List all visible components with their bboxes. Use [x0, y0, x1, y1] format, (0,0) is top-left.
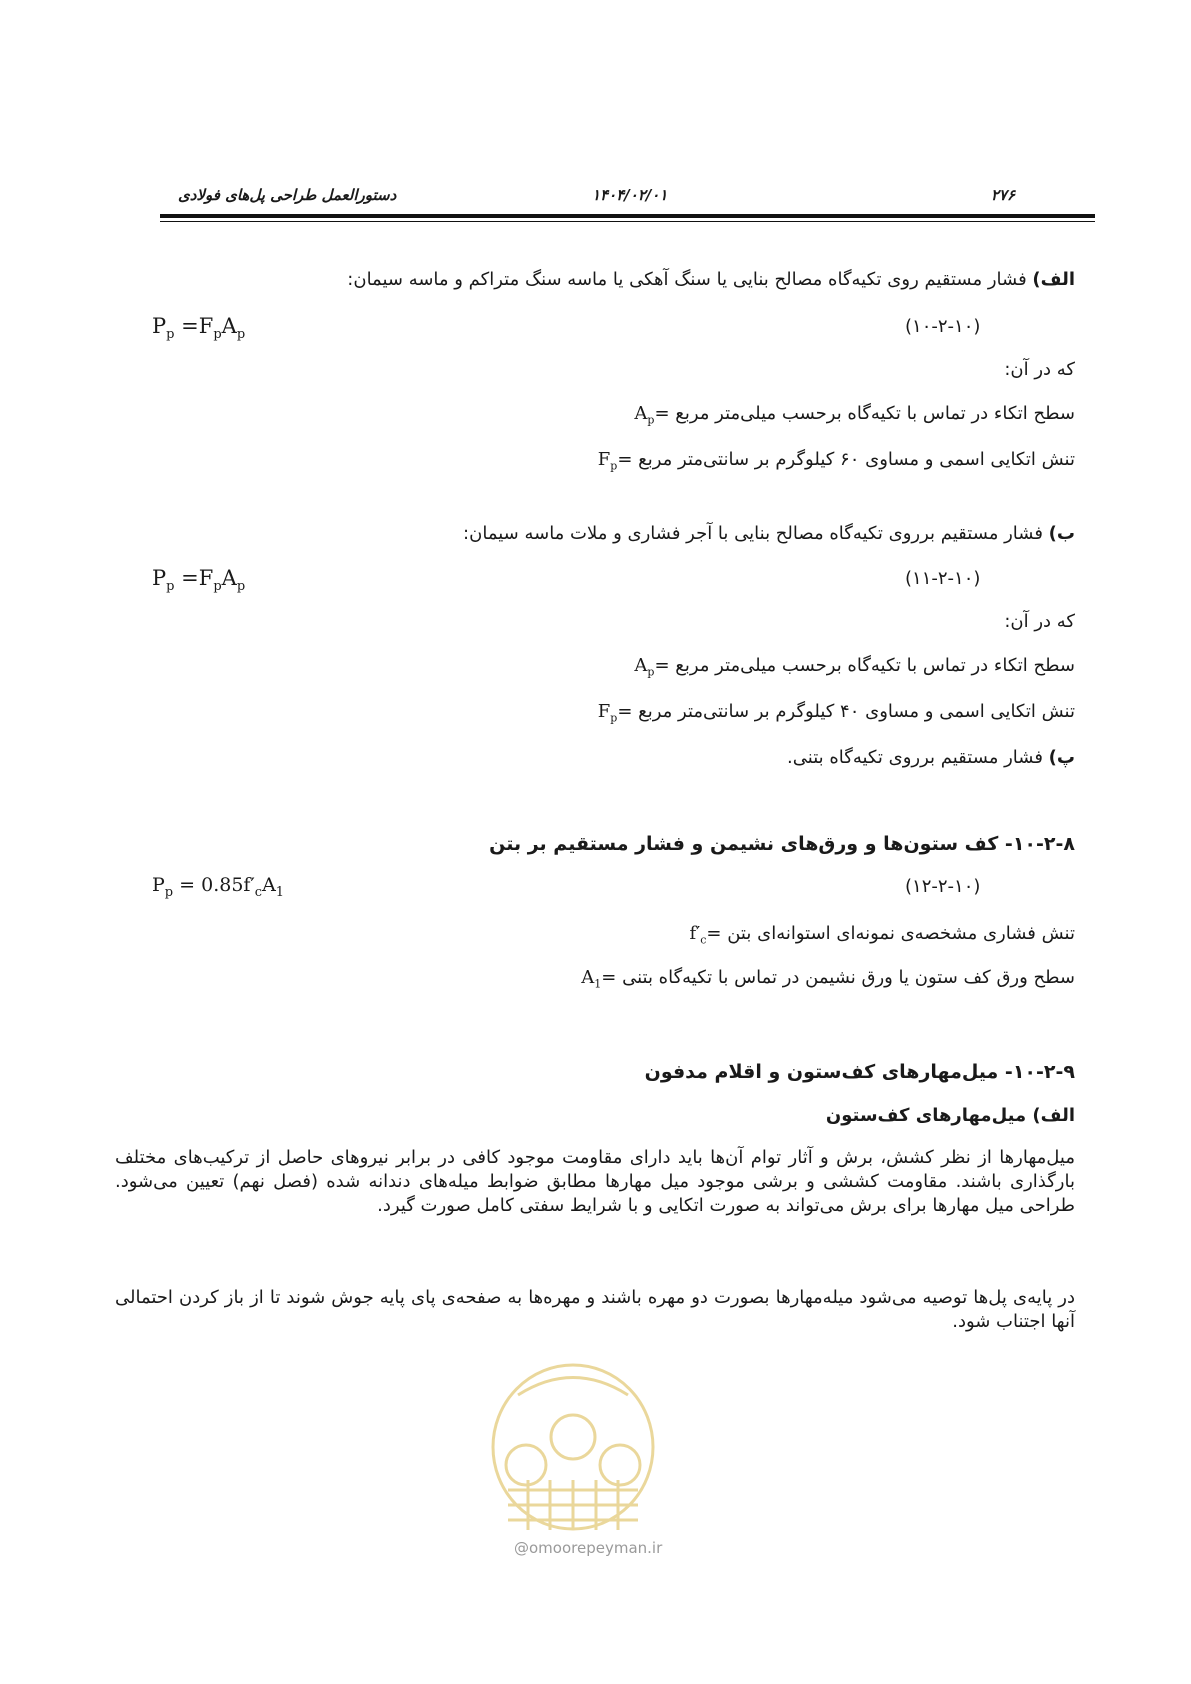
section-heading-10-2-9: ۱۰-۲-۹- میل‌مهارهای کف‌ستون و اقلام مدفون — [644, 1061, 1075, 1083]
definition-fc-text: = تنش فشاری مشخصه‌ی نمونه‌ای استوانه‌ای بتن — [706, 923, 1075, 944]
section-be-line — [463, 522, 1075, 546]
equation-10-2-12: $P_p = 0.85f'_cA_1$ — [152, 874, 285, 900]
where-text: که در آن: — [1004, 611, 1075, 632]
definition-fc — [690, 922, 1076, 953]
definition-fp-text: = تنش اتکایی اسمی و مساوی ۴۰ کیلوگرم بر سانتی‌متر مربع — [617, 701, 1075, 722]
definition-ap — [634, 654, 1075, 685]
section-pe-label: پ) — [1048, 747, 1075, 768]
definition-ap-text: = سطح اتکاء در تماس با تکیه‌گاه برحسب میلی‌متر مربع — [654, 403, 1075, 424]
equation-number: (۱۱-۲-۱۰) — [905, 568, 981, 589]
definition-a1-text: = سطح ورق کف ستون یا ورق نشیمن در تماس با تکیه‌گاه بتنی — [601, 967, 1075, 988]
definition-ap-text: = سطح اتکاء در تماس با تکیه‌گاه برحسب میلی‌متر مربع — [654, 655, 1075, 676]
watermark-logo — [478, 1355, 668, 1539]
definition-fp — [598, 448, 1075, 479]
definition-ap — [634, 402, 1075, 433]
section-be-label: ب) — [1048, 523, 1075, 544]
paragraph-anchor-bolts-2: در پایه‌ی پل‌ها توصیه می‌شود میله‌مهارها بصورت دو مهره باشند و مهره‌ها به صفحه‌ی پای پایه جوش شوند تا از باز کردن احتمالی آنها اجتناب شود. — [115, 1287, 1075, 1332]
where-text: که در آن: — [1004, 359, 1075, 380]
definition-a1 — [581, 966, 1075, 997]
section-be-text: فشار مستقیم برروی تکیه‌گاه مصالح بنایی با آجر فشاری و ملات ماسه سیمان: — [463, 523, 1049, 544]
equation-10-2-10: $P_p =F_pA_p$ — [152, 314, 246, 343]
symbol-ap: $A_p$ — [634, 403, 655, 427]
section-heading-10-2-8: ۱۰-۲-۸- کف ستون‌ها و ورق‌های نشیمن و فشار مستقیم بر بتن — [489, 833, 1075, 855]
section-pe-text: فشار مستقیم برروی تکیه‌گاه بتنی. — [787, 747, 1049, 768]
symbol-a1: $A_1$ — [581, 967, 602, 991]
section-pe-line — [787, 746, 1075, 770]
equation-number: (۱۰-۲-۱۰) — [905, 316, 981, 337]
document-title: دستورالعمل طراحی پل‌های فولادی — [178, 186, 397, 204]
section-alef-text: فشار مستقیم روی تکیه‌گاه مصالح بنایی یا سنگ آهکی یا ماسه سنگ متراکم و ماسه سیمان: — [347, 269, 1033, 290]
paragraph-anchor-bolts-1: میل‌مهارها از نظر کشش، برش و آثار توام آن‌ها باید دارای مقاومت موجود کافی در برابر نیروهای حاصل از ترکیب‌های مختلف بارگذاری باشند. مقاومت کششی و برشی موجود میل مهارها مطابق ضوابط میله‌های دندانه شده (فصل نهم) تعیین می‌شود. طراحی میل مهارها برای برش می‌تواند به صورت اتکایی و با شرایط سفتی کامل صورت گیرد. — [115, 1147, 1075, 1216]
symbol-ap: $A_p$ — [634, 655, 655, 679]
symbol-fc: $f'_c$ — [689, 923, 707, 947]
header-rule — [160, 214, 1095, 218]
definition-fp — [598, 700, 1075, 731]
watermark-emblem-icon — [478, 1355, 668, 1535]
section-alef-label: الف) — [1032, 269, 1075, 290]
sub-heading-anchor-bolts: الف) میل‌مهارهای کف‌ستون — [825, 1105, 1075, 1126]
page-number: ۲۷۶ — [990, 186, 1015, 204]
section-alef-line — [347, 268, 1075, 292]
header-date: ۱۴۰۴/۰۲/۰۱ — [592, 186, 668, 204]
watermark-url: @omoorepeyman.ir — [514, 1539, 663, 1557]
symbol-fp: $F_p$ — [597, 449, 618, 473]
equation-10-2-11: $P_p =F_pA_p$ — [152, 566, 246, 595]
symbol-fp: $F_p$ — [597, 701, 618, 725]
header-rule-thin — [160, 221, 1095, 222]
equation-number: (۱۲-۲-۱۰) — [905, 876, 981, 897]
definition-fp-text: = تنش اتکایی اسمی و مساوی ۶۰ کیلوگرم بر سانتی‌متر مربع — [617, 449, 1075, 470]
